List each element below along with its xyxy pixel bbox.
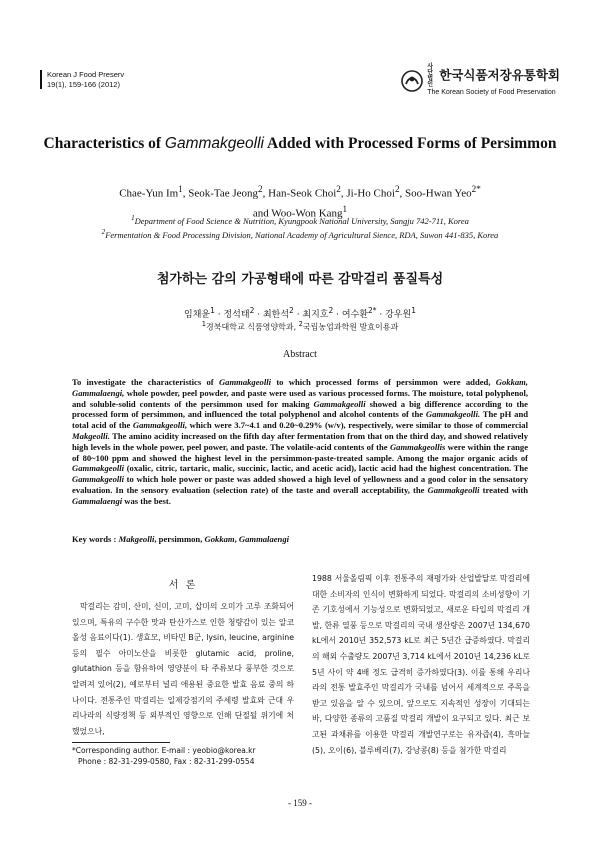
keywords bbox=[72, 534, 528, 544]
author-name: 임채윤 bbox=[184, 310, 211, 320]
text-run: (oxalic, citric, tartaric, malic, succinic, lactic, and acetic acid), lactic acid had the highest concentration. The bbox=[124, 463, 528, 474]
italic-term: Gammakgeolli bbox=[427, 484, 480, 495]
society-header bbox=[401, 64, 560, 97]
text-run: showed a big difference according to the processed form of persimmon, and influenced the total polyphenol and alcohol contents of the bbox=[72, 398, 528, 420]
author-line bbox=[40, 182, 560, 202]
italic-term: Gammakgeolli bbox=[72, 463, 125, 474]
author-name: 강우원 bbox=[385, 310, 412, 320]
author-name: 여수환 bbox=[341, 310, 368, 320]
title-text-end: Added with Processed Forms of Persimmon bbox=[263, 135, 557, 152]
affiliation bbox=[40, 227, 560, 241]
italic-term: Gammakgeolli. bbox=[425, 409, 481, 420]
footnote-divider bbox=[72, 742, 170, 743]
author-name: Han-Seok Choi bbox=[268, 187, 337, 200]
affiliation bbox=[40, 213, 560, 227]
contact-phone-fax: Phone : 82-31-299-0580, Fax : 82-31-299-0554 bbox=[78, 757, 255, 766]
author-affil-mark: 1 bbox=[411, 306, 416, 315]
author-affil-mark: 2 bbox=[289, 306, 294, 315]
italic-term: Gammalaengi bbox=[72, 495, 123, 506]
author-affil-mark: 1 bbox=[210, 306, 215, 315]
italic-term: Gammakgeolli bbox=[313, 398, 366, 409]
footnote bbox=[72, 745, 312, 767]
author-name: Seok-Tae Jeong bbox=[188, 187, 259, 200]
author-affil-mark: 2* bbox=[471, 184, 481, 194]
text-run: to which hole power or paste was added showed a high level of yellowness and a good color in the sensatory evaluation. In the sensory evaluation (selection rate) of the taste and overall acceptability, the bbox=[72, 474, 528, 495]
affiliation-text: Department of Food Science & Nutrition, Kyungpook National University, Sangju 742-711, Korea bbox=[134, 215, 469, 226]
author-separator: · bbox=[254, 310, 263, 320]
author-name: 최지호 bbox=[302, 310, 329, 320]
paper-title bbox=[40, 134, 560, 153]
text-run: which were 3.7~4.1 and 0.20~0.29% (w/v), respectively, were similar to those of commercial bbox=[187, 420, 528, 431]
author-affil-mark: 2 bbox=[394, 184, 400, 194]
author-name: Ji-Ho Choi bbox=[346, 187, 395, 200]
italic-term: Gokkam, Gammalaengi, bbox=[72, 377, 529, 398]
society-logo-icon bbox=[401, 70, 423, 92]
text-run: were within the range of 80~100 ppm and showed the highest level in the persimmon-paste-treated sample. Among the major organic acids of bbox=[72, 441, 529, 463]
korean-affiliation-text: 경북대학교 식품영양학과, bbox=[206, 322, 299, 332]
korean-affiliation bbox=[40, 319, 560, 333]
intro-paragraph: 막걸리는 감미, 산미, 신미, 고미, 삽미의 오미가 고루 조화되어 있으며, 특유의 구수한 맛과 탄산가스로 인한 청량감이 있는 알코올성 음료이다(1). 생효모, 비타민 B군, lysin, leucine, arginine 등의 필수 아미노산을 비롯한 glutamic acid, proline, glutathion 등을 함유하여 영양분이 타 주류보다 풍부한 것으로 알려져 있어(2), 예로부터 널리 애용된 중요한 발효 음료 중의 하나이다. 전통주인 막걸리는 일제강점기의 주세령 발효와 근대 우리나라의 식량정책 등 외부적인 영향으로 인해 단절될 위기에 처했었으나, bbox=[72, 602, 294, 736]
title-italic: Gammakgeolli bbox=[164, 135, 264, 152]
author-separator: , bbox=[340, 187, 347, 200]
author-name: and Woo-Won Kang bbox=[252, 207, 343, 220]
society-name-en: The Korean Society of Food Preservation bbox=[427, 89, 556, 96]
section-heading-intro: 서 론 bbox=[168, 580, 198, 591]
journal-volume: 19(1), 159-166 (2012) bbox=[47, 79, 120, 89]
affiliation-mark: 1 bbox=[131, 214, 135, 222]
abstract-heading: Abstract bbox=[283, 349, 317, 360]
italic-term: Gammakgeolli, bbox=[132, 420, 188, 431]
italic-term: Gokkam bbox=[204, 534, 235, 544]
text-run: To investigate the characteristics of bbox=[72, 377, 219, 387]
author-affil-mark: 1 bbox=[178, 184, 183, 194]
korean-affiliation-mark: 1 bbox=[201, 320, 207, 328]
author-separator: · bbox=[214, 310, 224, 320]
author-affil-mark: 1 bbox=[342, 203, 348, 214]
korean-affiliation-text: 국립농업과학원 발효이용과 bbox=[302, 322, 399, 332]
affiliation-mark: 2 bbox=[101, 227, 106, 236]
author-name: Chae-Yun Im bbox=[119, 187, 179, 200]
korean-affiliation-mark: 2 bbox=[298, 320, 303, 328]
intro-column-right bbox=[312, 571, 530, 758]
journal-name: Korean J Food Preserv bbox=[47, 70, 125, 79]
text-run: was the best. bbox=[122, 495, 171, 506]
author-separator: , bbox=[262, 187, 269, 200]
author-affil-mark: 2 bbox=[258, 184, 263, 194]
corresponding-author: *Corresponding author. E-mail : yeobio@korea.kr bbox=[72, 746, 256, 755]
author-affil-mark: 2 bbox=[328, 306, 334, 315]
italic-term: Gammakgeolli bbox=[72, 474, 125, 485]
abstract-body bbox=[72, 377, 528, 507]
keywords-list bbox=[116, 534, 289, 544]
italic-term: Makgeolli bbox=[118, 534, 155, 544]
author-affil-mark: 2 bbox=[249, 306, 255, 315]
intro-column-left bbox=[72, 599, 294, 739]
affiliation-text: Fermentation & Food Processing Division, National Academy of Agricultural Sience, RDA, Suwon 441-835, Korea bbox=[105, 229, 499, 240]
society-name-kr: 한국식품저장유통학회 bbox=[439, 68, 560, 83]
author-separator: · bbox=[333, 310, 342, 320]
author-separator: · bbox=[376, 310, 386, 320]
text-run: whole powder, peel powder, and paste were used as various processed forms. The moisture, total polyphenol, and soluble-solid contents of the persimmon used for making bbox=[72, 387, 528, 409]
korean-title: 첨가하는 감의 가공형태에 따른 감막걸리 품질특성 bbox=[156, 272, 444, 287]
text-run: , bbox=[234, 534, 239, 544]
italic-term: Gammakgeolli bbox=[218, 377, 272, 387]
text-run: to which processed forms of persimmon were added, bbox=[271, 377, 496, 387]
text-run: The pH and total acid of the bbox=[72, 409, 528, 431]
page-number: - 159 - bbox=[288, 798, 312, 808]
title-text: Characteristics of bbox=[43, 135, 165, 152]
author-separator: , bbox=[182, 187, 189, 200]
author-affil-mark: 2* bbox=[367, 306, 377, 315]
author-name: Soo-Hwan Yeo bbox=[405, 187, 472, 200]
keywords-label: Key words : bbox=[72, 534, 117, 544]
affiliation-list bbox=[40, 213, 560, 241]
journal-citation bbox=[40, 70, 124, 89]
text-run: The amino acidity increased on the fifth day after fermentation from that on the third day, and showed relatively high levels in the whole power, peel power, and paste. The volatile-acid contents of the bbox=[72, 430, 528, 452]
author-name: 정석태 bbox=[223, 310, 250, 320]
society-small-label: 사단 법인 bbox=[427, 64, 434, 88]
author-separator: · bbox=[293, 310, 303, 320]
author-name: 최한석 bbox=[262, 310, 290, 320]
italic-term: Gammalaengi bbox=[238, 534, 290, 544]
intro-paragraph: 1988 서울올림픽 이후 전통주의 재평가와 산업발달로 막걸리에 대한 소비자의 인식이 변화하게 되었다. 막걸리의 소비성향이 기존 기호성에서 기능성으로 변화되었고, 새로운 타입의 막걸리 개발, 한류 열풍 등으로 막걸리의 국내 생산량은 2007년 134,670 kL에서 2010년 352,573 kL로 최근 5년간 급증하였다. 막걸리의 해외 수출량도 2007년 3,714 kL에서 2010년 14,236 kL로 5년 사이 약 4배 정도 급격히 증가하였다(3). 이를 통해 우리나라의 전통 발효주인 막걸리가 국내를 넘어서 세계적으로 주목을 받고 있음을 알 수 있으며, 앞으로도 지속적인 성장이 기대되는바, 다양한 종류의 고품질 막걸리 개발이 요구되고 있다. 최근 보고된 과채류를 이용한 막걸리 개발연구로는 유자즙(4), 흑마늘(5), 오이(6), 블루베리(7), 강낭콩(8) 등을 첨가한 막걸리 bbox=[312, 574, 530, 755]
author-separator: , bbox=[399, 187, 406, 200]
italic-term: Makgeolli. bbox=[72, 430, 110, 441]
text-run: , persimmon, bbox=[154, 534, 205, 544]
author-affil-mark: 2 bbox=[336, 184, 341, 194]
text-run: treated with bbox=[479, 484, 528, 495]
italic-term: Gammakgeollis bbox=[389, 441, 446, 452]
